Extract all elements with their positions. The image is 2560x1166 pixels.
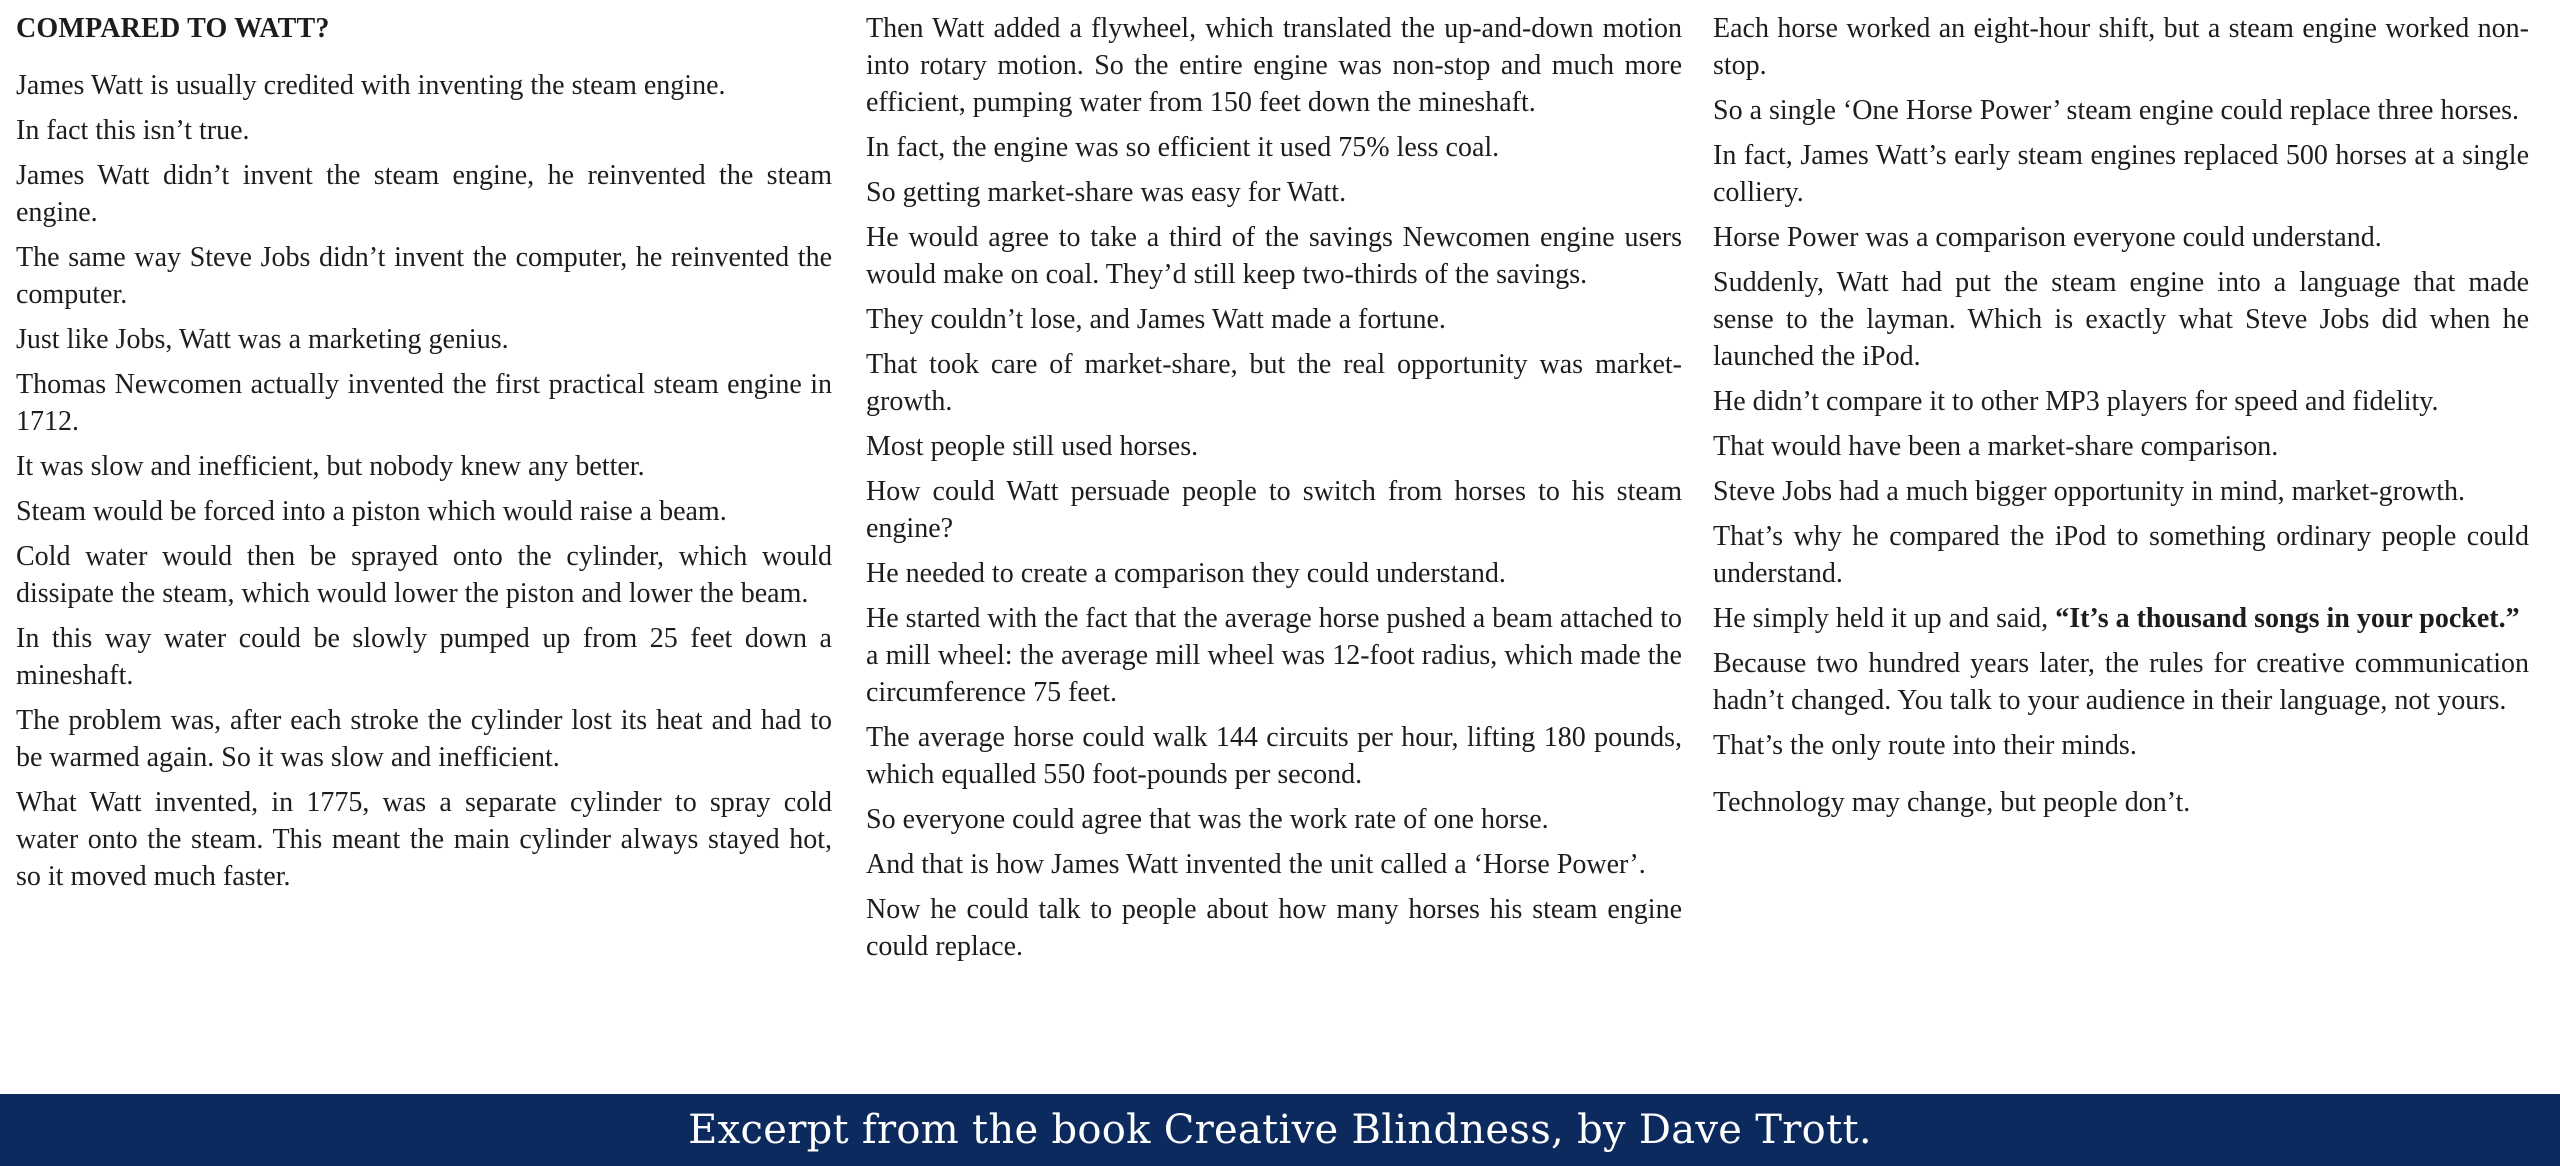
paragraph: So everyone could agree that was the work rate of one horse. — [866, 804, 1549, 835]
footer-text: Excerpt from the book Creative Blindness, by Dave Trott. — [688, 1107, 1872, 1153]
footer-banner — [0, 1094, 2560, 1166]
paragraph: That took care of market-share, but the real opportunity was market-growth. — [866, 349, 1682, 417]
paragraph: Horse Power was a comparison everyone could understand. — [1713, 222, 2382, 253]
paragraph: Thomas Newcomen actually invented the first practical steam engine in 1712. — [16, 369, 832, 437]
paragraph: Steve Jobs had a much bigger opportunity in mind, market-growth. — [1713, 476, 2465, 507]
paragraph: Then Watt added a flywheel, which translated the up-and-down motion into rotary motion. So the entire engine was non-stop and much more efficient, pumping water from 150 feet down the mineshaft. — [866, 13, 1682, 118]
paragraph: James Watt is usually credited with inventing the steam engine. — [16, 70, 726, 101]
paragraph: What Watt invented, in 1775, was a separate cylinder to spray cold water onto the steam. This meant the main cylinder always stayed hot, so it moved much faster. — [16, 787, 832, 892]
paragraph: Suddenly, Watt had put the steam engine into a language that made sense to the layman. Which is exactly what Steve Jobs did when he launched the iPod. — [1713, 267, 2529, 372]
paragraph: He needed to create a comparison they could understand. — [866, 558, 1506, 589]
column-3 — [1713, 10, 2529, 821]
paragraph: James Watt didn’t invent the steam engine, he reinvented the steam engine. — [16, 160, 832, 228]
paragraph: He would agree to take a third of the savings Newcomen engine users would make on coal. They’d still keep two-thirds of the savings. — [866, 222, 1682, 290]
paragraph: They couldn’t lose, and James Watt made a fortune. — [866, 304, 1446, 335]
paragraph: So getting market-share was easy for Watt. — [866, 177, 1347, 208]
paragraph: Cold water would then be sprayed onto the cylinder, which would dissipate the steam, which would lower the piston and lower the beam. — [16, 541, 832, 609]
paragraph: Each horse worked an eight-hour shift, but a steam engine worked non-stop. — [1713, 13, 2529, 81]
column-2 — [866, 10, 1682, 965]
paragraph: That’s why he compared the iPod to something ordinary people could understand. — [1713, 521, 2529, 589]
paragraph: So a single ‘One Horse Power’ steam engine could replace three horses. — [1713, 95, 2520, 126]
quote-paragraph — [1713, 600, 2529, 637]
paragraph: How could Watt persuade people to switch from horses to his steam engine? — [866, 476, 1682, 544]
paragraph: In fact, the engine was so efficient it used 75% less coal. — [866, 132, 1500, 163]
paragraph: The problem was, after each stroke the cylinder lost its heat and had to be warmed again. So it was slow and inefficient. — [16, 705, 832, 773]
paragraph: Steam would be forced into a piston which would raise a beam. — [16, 496, 727, 527]
closing-line: Technology may change, but people don’t. — [1713, 787, 2191, 818]
paragraph: Most people still used horses. — [866, 431, 1199, 462]
paragraph: It was slow and inefficient, but nobody knew any better. — [16, 451, 645, 482]
paragraph: The average horse could walk 144 circuits per hour, lifting 180 pounds, which equalled 550 foot-pounds per second. — [866, 722, 1682, 790]
column-1 — [16, 10, 832, 895]
paragraph: The same way Steve Jobs didn’t invent the computer, he reinvented the computer. — [16, 242, 832, 310]
paragraph: He started with the fact that the average horse pushed a beam attached to a mill wheel: the average mill wheel was 12-foot radius, which made the circumference 75 feet. — [866, 603, 1682, 708]
paragraph: He didn’t compare it to other MP3 players for speed and fidelity. — [1713, 386, 2439, 417]
quote-intro: He simply held it up and said, — [1713, 603, 2049, 634]
paragraph: Just like Jobs, Watt was a marketing genius. — [16, 324, 509, 355]
paragraph: Because two hundred years later, the rules for creative communication hadn’t changed. You talk to your audience in their language, not yours. — [1713, 648, 2529, 716]
paragraph: In fact this isn’t true. — [16, 115, 250, 146]
paragraph: That’s the only route into their minds. — [1713, 730, 2137, 761]
paragraph: Now he could talk to people about how many horses his steam engine could replace. — [866, 894, 1682, 962]
paragraph: And that is how James Watt invented the unit called a ‘Horse Power’. — [866, 849, 1646, 880]
pull-quote: “It’s a thousand songs in your pocket.” — [2055, 603, 2520, 634]
article-title: COMPARED TO WATT? — [16, 13, 330, 44]
paragraph: In fact, James Watt’s early steam engines replaced 500 horses at a single colliery. — [1713, 140, 2529, 208]
paragraph: In this way water could be slowly pumped up from 25 feet down a mineshaft. — [16, 623, 832, 691]
paragraph: That would have been a market-share comparison. — [1713, 431, 2279, 462]
